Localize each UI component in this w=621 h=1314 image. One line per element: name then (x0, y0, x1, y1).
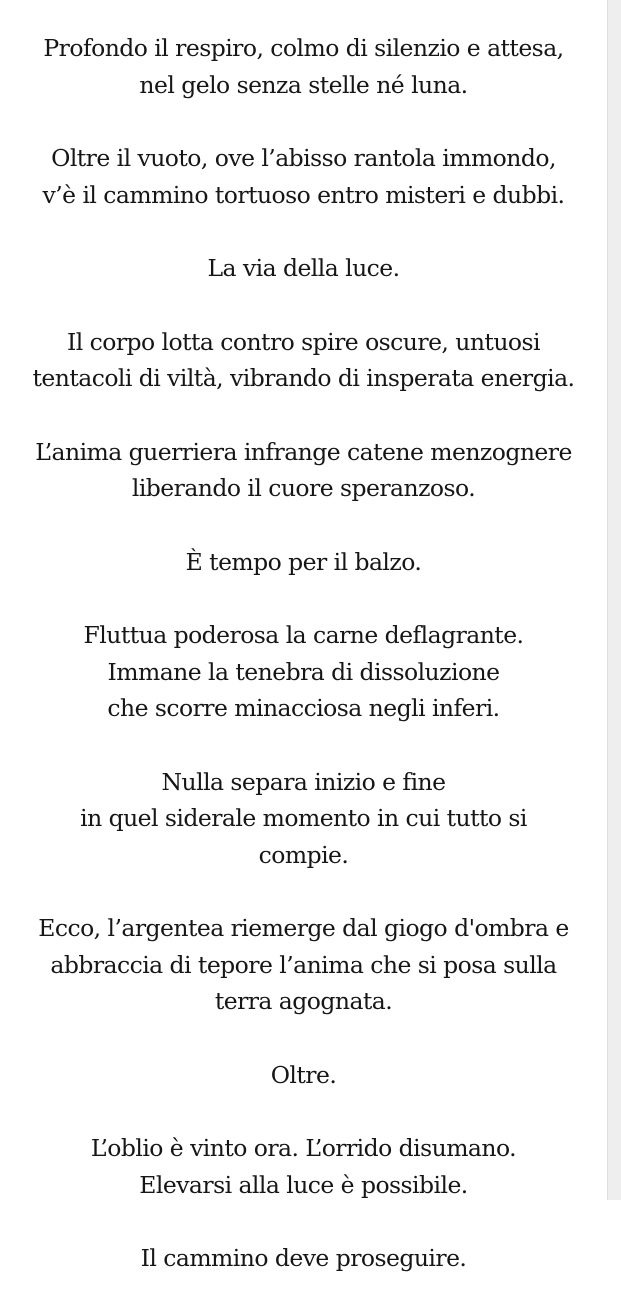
poem-line: Oltre. (270, 1060, 337, 1089)
poem-line: abbraccia di tepore l’anima che si posa sulla (50, 950, 557, 979)
stanza (0, 250, 607, 287)
stanza (0, 30, 607, 103)
poem-line: tentacoli di viltà, vibrando di insperata energia. (32, 364, 575, 392)
stanza (0, 617, 607, 727)
stanza (0, 1130, 607, 1203)
poem-line: nel gelo senza stelle né luna. (139, 70, 468, 99)
poem-line: Il cammino deve proseguire. (140, 1244, 467, 1272)
poem-line: L’oblio è vinto ora. L’orrido disumano. (90, 1134, 517, 1162)
poem-line: Nulla separa inizio e fine (161, 767, 446, 796)
stanza (0, 764, 607, 874)
poem-line: L’anima guerriera infrange catene menzognere (35, 437, 572, 466)
stanza (0, 544, 607, 581)
poem-line: Profondo il respiro, colmo di silenzio e attesa, (43, 34, 564, 62)
page-edge (607, 0, 621, 1200)
stanza (0, 434, 607, 507)
poem-line: compie. (258, 840, 349, 869)
poem-line: in quel siderale momento in cui tutto si (80, 804, 527, 832)
stanza (0, 324, 607, 397)
poem-line: Immane la tenebra di dissoluzione (107, 657, 500, 686)
poem-line: Fluttua poderosa la carne deflagrante. (83, 621, 524, 649)
stanza (0, 910, 607, 1020)
poem-line: La via della luce. (207, 254, 400, 282)
poem-line: che scorre minacciosa negli inferi. (107, 694, 500, 722)
poem-line: Il corpo lotta contro spire oscure, untuosi (67, 327, 540, 356)
poem-line: È tempo per il balzo. (185, 547, 422, 576)
stanza (0, 1240, 607, 1277)
poem-text (0, 30, 607, 1314)
poem-line: Elevarsi alla luce è possibile. (139, 1170, 468, 1199)
poem-line: v’è il cammino tortuoso entro misteri e dubbi. (42, 180, 565, 209)
poem-line: liberando il cuore speranzoso. (131, 474, 476, 502)
stanza (0, 1057, 607, 1094)
poem-line: Ecco, l’argentea riemerge dal giogo d'ombra e (38, 914, 569, 942)
poem-line: Oltre il vuoto, ove l’abisso rantola immondo, (51, 144, 556, 172)
stanza (0, 140, 607, 213)
poem-line: terra agognata. (214, 987, 393, 1015)
